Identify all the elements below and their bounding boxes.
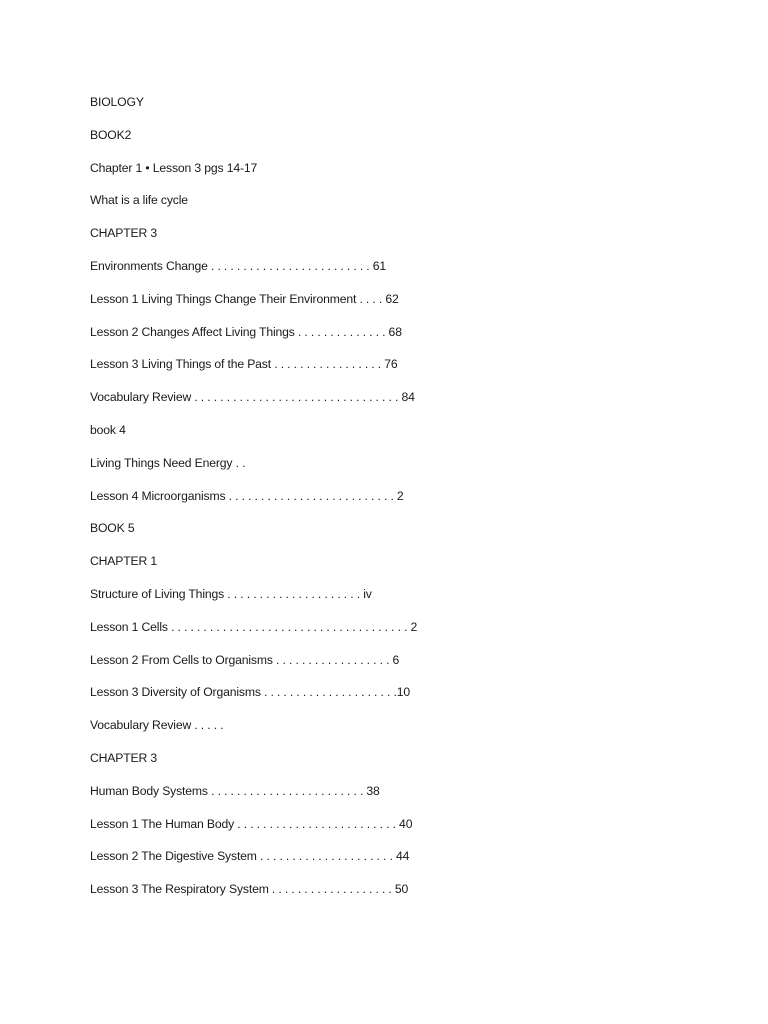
chapter-1-lesson-3-line: Chapter 1 • Lesson 3 pgs 14-17 bbox=[90, 160, 258, 175]
toc-entry: Lesson 2 Changes Affect Living Things . . . . . . . . . . . . . . 68 bbox=[90, 324, 402, 339]
heading-book-5: BOOK 5 bbox=[90, 521, 135, 536]
life-cycle-line: What is a life cycle bbox=[90, 193, 188, 208]
heading-book2: BOOK2 bbox=[90, 127, 132, 142]
heading-chapter-3: CHAPTER 3 bbox=[90, 226, 158, 241]
heading-biology: BIOLOGY bbox=[90, 95, 144, 109]
toc-entry: Human Body Systems . . . . . . . . . . . . . . . . . . . . . . . . 38 bbox=[90, 783, 380, 798]
toc-entry: Structure of Living Things . . . . . . . . . . . . . . . . . . . . . iv bbox=[90, 586, 372, 601]
toc-entry: Lesson 1 Cells . . . . . . . . . . . . . . . . . . . . . . . . . . . . . . . . . . . . . 2 bbox=[90, 619, 418, 634]
heading-chapter-1: CHAPTER 1 bbox=[90, 554, 158, 569]
toc-entry: Lesson 3 Living Things of the Past . . . . . . . . . . . . . . . . . 76 bbox=[90, 357, 398, 372]
toc-entry: Lesson 3 Diversity of Organisms . . . . . . . . . . . . . . . . . . . . .10 bbox=[90, 685, 410, 700]
toc-entry: Lesson 3 The Respiratory System . . . . . . . . . . . . . . . . . . . 50 bbox=[90, 882, 409, 897]
heading-chapter-3: CHAPTER 3 bbox=[90, 750, 158, 765]
toc-entry: Lesson 2 From Cells to Organisms . . . . . . . . . . . . . . . . . . 6 bbox=[90, 652, 400, 667]
toc-entry: Vocabulary Review . . . . . . . . . . . . . . . . . . . . . . . . . . . . . . . . 84 bbox=[90, 390, 415, 405]
toc-entry: Lesson 1 The Human Body . . . . . . . . . . . . . . . . . . . . . . . . . 40 bbox=[90, 816, 413, 831]
toc-entry: Living Things Need Energy . . bbox=[90, 455, 246, 470]
text-lines bbox=[90, 93, 690, 913]
toc-entry: Lesson 4 Microorganisms . . . . . . . . . . . . . . . . . . . . . . . . . . 2 bbox=[90, 488, 404, 503]
toc-entry: Vocabulary Review . . . . . bbox=[90, 718, 224, 733]
toc-entry: Lesson 1 Living Things Change Their Environment . . . . 62 bbox=[90, 291, 399, 306]
heading-book-4: book 4 bbox=[90, 422, 126, 437]
toc-entry: Lesson 2 The Digestive System . . . . . . . . . . . . . . . . . . . . . 44 bbox=[90, 849, 410, 864]
toc-entry: Environments Change . . . . . . . . . . . . . . . . . . . . . . . . . 61 bbox=[90, 258, 387, 273]
